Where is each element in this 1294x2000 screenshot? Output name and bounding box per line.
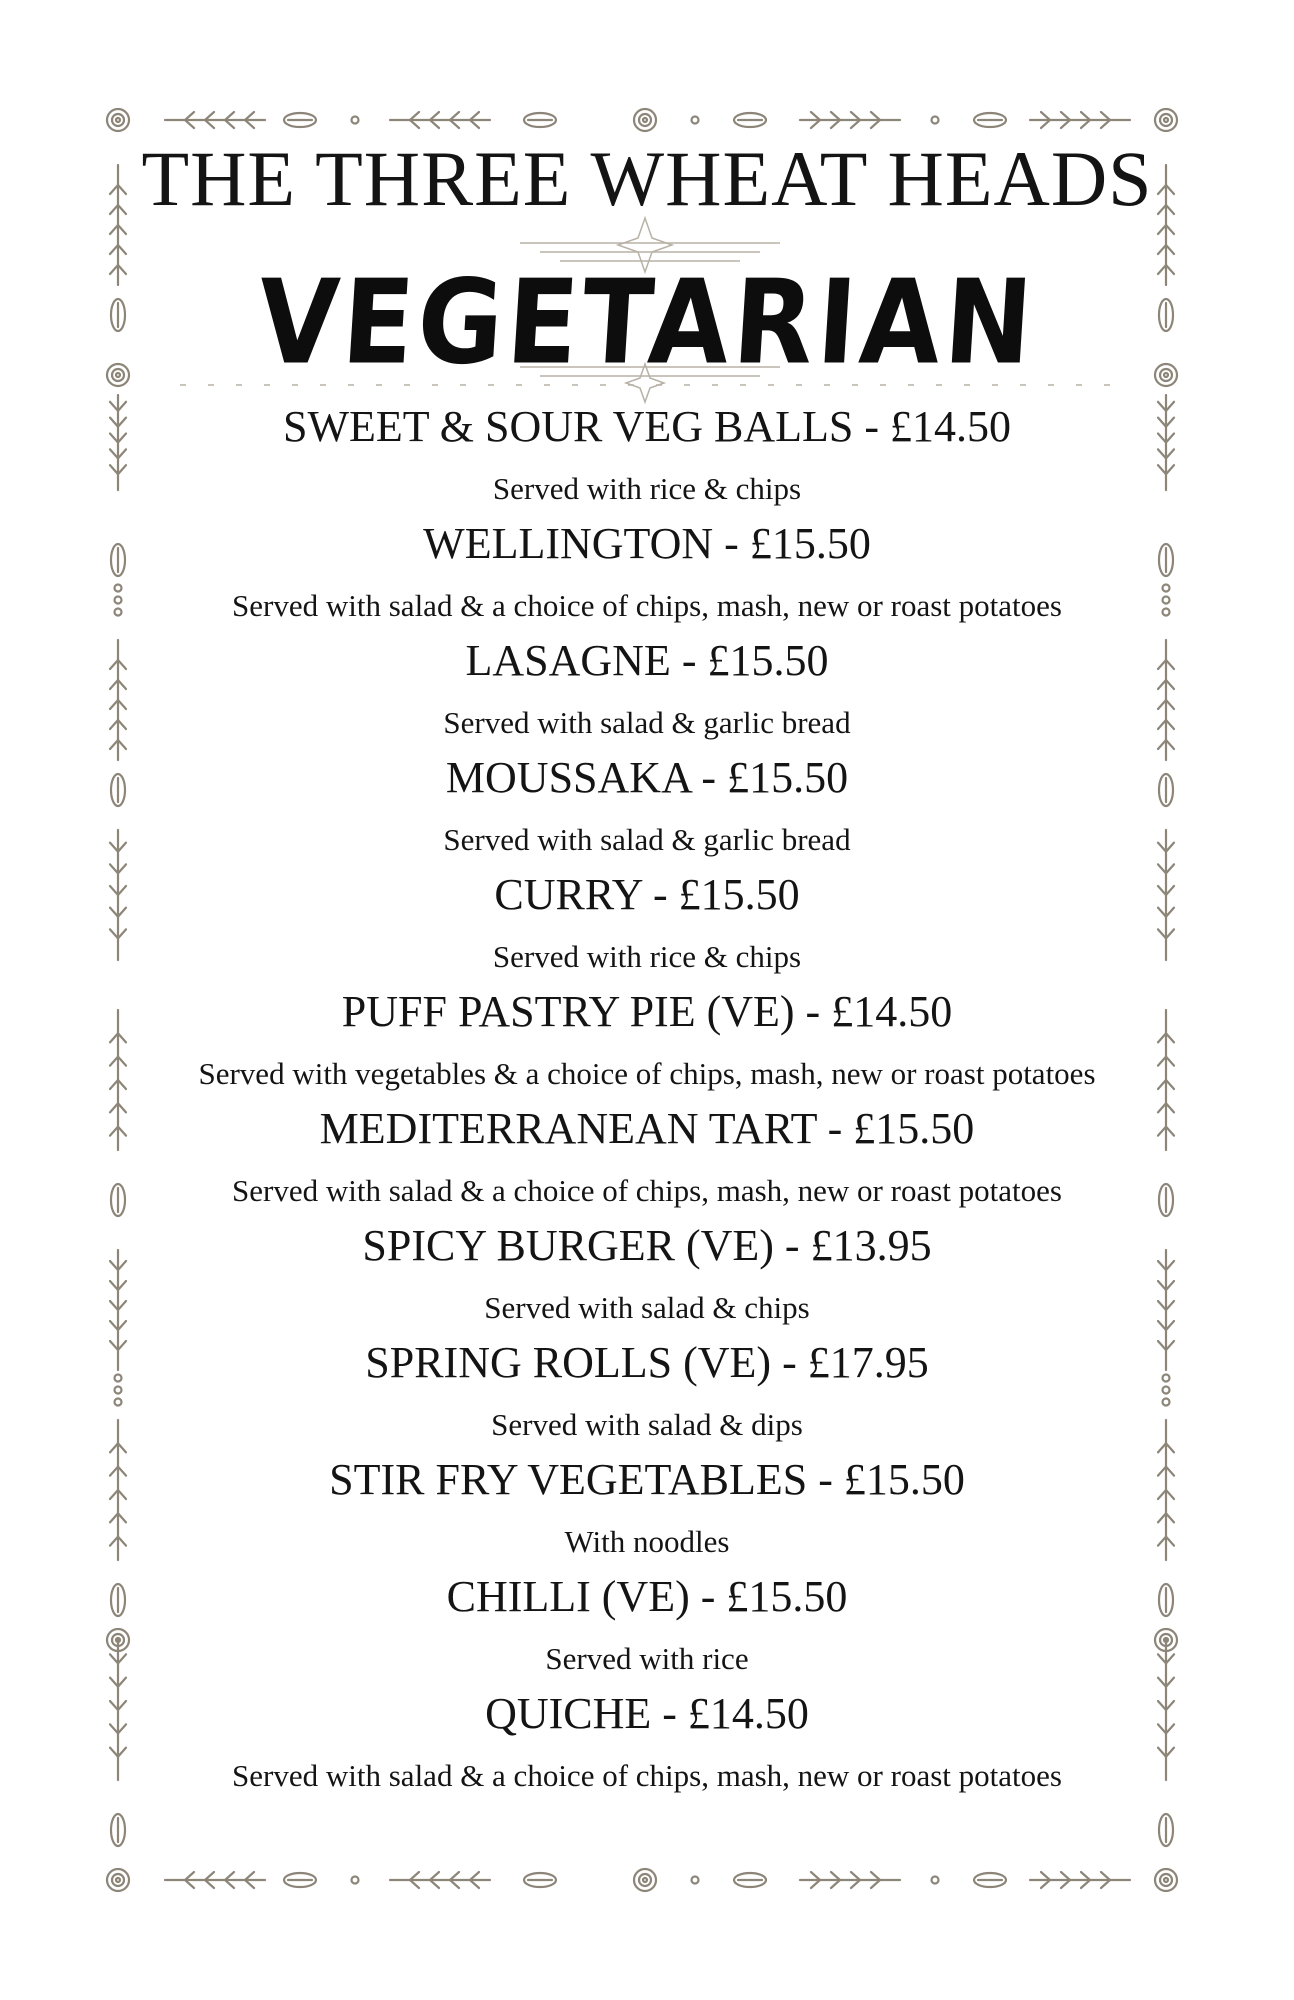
menu-item: [0, 1689, 1294, 1793]
border-ornament: [352, 1877, 359, 1884]
border-ornament: [112, 114, 124, 126]
border-ornament: [116, 118, 120, 122]
border-ornament: [692, 1877, 699, 1884]
border-ornament: [932, 1877, 939, 1884]
menu-item-description: Served with salad & a choice of chips, mash, new or roast potatoes: [232, 588, 1062, 623]
border-ornament: [692, 117, 699, 124]
menu-item: [0, 1338, 1294, 1442]
menu-item-description: Served with salad & garlic bread: [443, 705, 851, 740]
menu-item-name: CURRY - £15.50: [494, 870, 800, 919]
menu-item-name: STIR FRY VEGETABLES - £15.50: [329, 1455, 965, 1504]
border-ornament: [112, 1874, 124, 1886]
menu-item-name: QUICHE - £14.50: [485, 1689, 809, 1738]
border-ornament: [1160, 1874, 1172, 1886]
menu-item: [0, 636, 1294, 740]
border-ornament: [1164, 1878, 1168, 1882]
border-ornament: [1160, 114, 1172, 126]
menu-item-name: LASAGNE - £15.50: [465, 636, 829, 685]
border-ornament: [639, 114, 651, 126]
border-ornament: [643, 1878, 647, 1882]
menu-item: [0, 519, 1294, 623]
border-ornament: [116, 1878, 120, 1882]
border-ornament: [1164, 118, 1168, 122]
menu-item: [0, 987, 1294, 1091]
border-ornament: [643, 118, 647, 122]
border-ornament: [639, 1874, 651, 1886]
menu-item-name: SWEET & SOUR VEG BALLS - £14.50: [282, 402, 1012, 451]
border-ornament: [932, 117, 939, 124]
menu-item: [0, 1572, 1294, 1676]
menu-item-name: MOUSSAKA - £15.50: [445, 753, 849, 802]
menu-item: [0, 402, 1294, 506]
menu-item-description: Served with salad & garlic bread: [443, 822, 851, 857]
menu-item-name: SPRING ROLLS (VE) - £17.95: [365, 1338, 929, 1387]
menu-item-description: Served with salad & a choice of chips, mash, new or roast potatoes: [232, 1173, 1062, 1208]
menu-item-description: Served with rice & chips: [492, 939, 802, 974]
menu-item: [0, 870, 1294, 974]
border-ornament: [107, 109, 129, 131]
menu-item: [0, 1221, 1294, 1325]
menu-item-name: SPICY BURGER (VE) - £13.95: [362, 1221, 932, 1270]
border-ornament: [107, 1869, 129, 1891]
border-ornament: [634, 109, 656, 131]
border-ornament: [634, 1869, 656, 1891]
menu-item: [0, 1455, 1294, 1559]
menu-section-title: VEGETARIAN: [253, 253, 1041, 391]
border-ornament: [1155, 109, 1177, 131]
menu-item-name: CHILLI (VE) - £15.50: [446, 1572, 848, 1621]
menu-item-name: MEDITERRANEAN TART - £15.50: [319, 1104, 975, 1153]
border-ornament: [352, 117, 359, 124]
menu-item-description: Served with rice: [545, 1641, 749, 1676]
menu-item: [0, 753, 1294, 857]
menu-item-description: Served with salad & a choice of chips, mash, new or roast potatoes: [232, 1758, 1062, 1793]
menu-item-description: Served with salad & chips: [484, 1290, 810, 1325]
menu-item-name: PUFF PASTRY PIE (VE) - £14.50: [341, 987, 953, 1036]
menu-item-description: Served with vegetables & a choice of chips, mash, new or roast potatoes: [198, 1056, 1096, 1091]
border-ornament: [1155, 1869, 1177, 1891]
menu-list: [0, 402, 1294, 1809]
menu-item-name: WELLINGTON - £15.50: [423, 519, 871, 568]
menu-item-description: Served with rice & chips: [492, 471, 802, 506]
restaurant-name: THE THREE WHEAT HEADS: [141, 135, 1153, 222]
menu-item: [0, 1104, 1294, 1208]
menu-item-description: With noodles: [564, 1524, 730, 1559]
menu-item-description: Served with salad & dips: [491, 1407, 803, 1442]
